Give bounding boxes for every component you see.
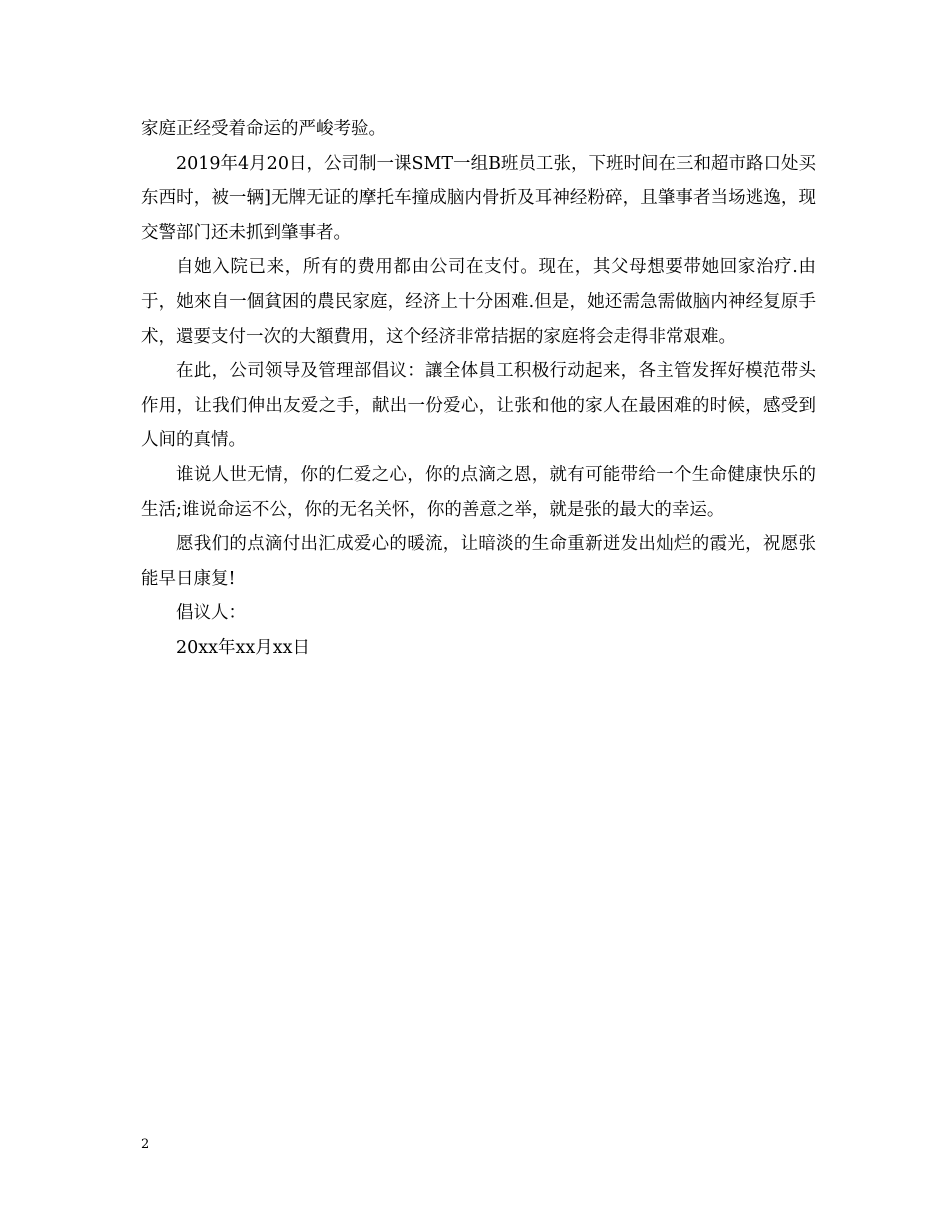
page-number: 2	[141, 1137, 150, 1152]
paragraph-incident: 2019年4月20日，公司制一课SMT一组B班员工张，下班时间在三和超市路口处买东西时，被一辆]无牌无证的摩托车撞成脑内骨折及耳神经粉碎，且肇事者当场逃逸，现交警部门还未抓到肇事者。	[141, 153, 816, 243]
document-body	[141, 112, 816, 666]
paragraph-expenses: 自她入院已来，所有的费用都由公司在支付。现在，其父母想要带她回家治疗.由于，她來自一個貧困的農民家庭，经济上十分困难.但是，她还需急需做脑内神经复原手术，還要支付一次的大額費用，这个经济非常拮据的家庭将会走得非常艰难。	[141, 257, 816, 347]
paragraph-continuation: 家庭正经受着命运的严峻考验。	[141, 119, 386, 139]
paragraph-wish: 愿我们的点滴付出汇成爱心的暖流，让暗淡的生命重新迸发出灿烂的霞光，祝愿张能早日康复!	[141, 534, 816, 589]
paragraph-appeal: 在此，公司领导及管理部倡议：讓全体員工积极行动起来，各主管发挥好模范带头作用，让我们伸出友爱之手，献出一份爱心，让张和他的家人在最困难的时候，感受到人间的真情。	[141, 361, 816, 451]
signature-label: 倡议人：	[176, 603, 246, 624]
paragraph-compassion: 谁说人世无情，你的仁爱之心，你的点滴之恩，就有可能带给一个生命健康快乐的生活;谁说命运不公，你的无名关怀，你的善意之举，就是张的最大的幸运。	[141, 464, 816, 520]
signature-date: 20xx年xx月xx日	[176, 637, 310, 658]
